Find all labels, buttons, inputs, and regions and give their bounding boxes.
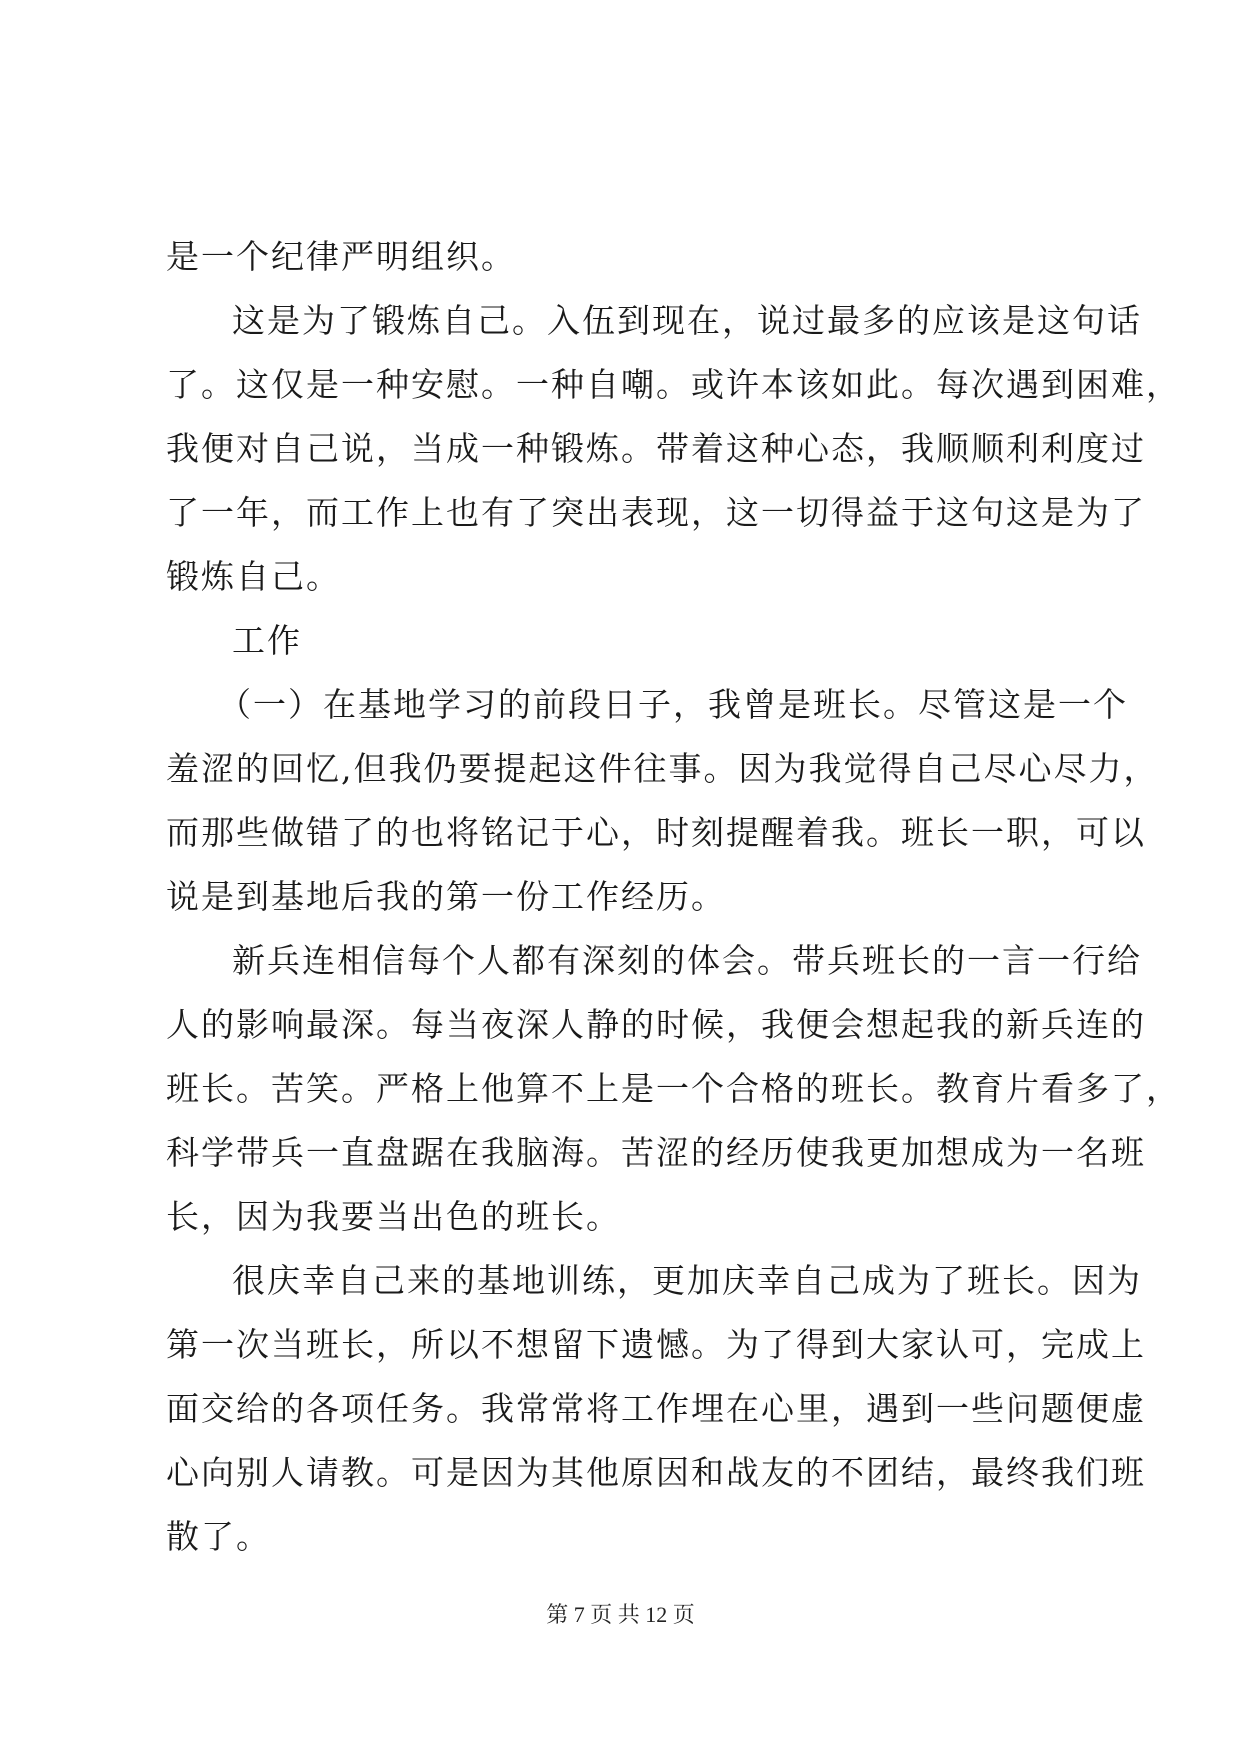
text-line: 我便对自己说，当成一种锻炼。带着这种心态，我顺顺利利度过 (166, 429, 1146, 468)
text-line: 心向别人请教。可是因为其他原因和战友的不团结，最终我们班 (166, 1453, 1146, 1492)
text-line: 班长。苦笑。严格上他算不上是一个合格的班长。教育片看多了， (166, 1069, 1181, 1108)
text-line: 而那些做错了的也将铭记于心，时刻提醒着我。班长一职，可以 (166, 813, 1146, 852)
text-line: 长，因为我要当出色的班长。 (166, 1197, 621, 1236)
text-line: 是一个纪律严明组织。 (166, 237, 516, 276)
text-line: 第一次当班长，所以不想留下遗憾。为了得到大家认可，完成上 (166, 1325, 1146, 1364)
document-body (166, 225, 1181, 1569)
text-line: 散了。 (166, 1517, 271, 1556)
text-line: 人的影响最深。每当夜深人静的时候，我便会想起我的新兵连的 (166, 1005, 1146, 1044)
text-line: 科学带兵一直盘踞在我脑海。苦涩的经历使我更加想成为一名班 (166, 1133, 1146, 1172)
text-line: 了一年，而工作上也有了突出表现，这一切得益于这句这是为了 (166, 493, 1146, 532)
paragraph-start-line: 很庆幸自己来的基地训练，更加庆幸自己成为了班长。因为 (232, 1261, 1142, 1300)
text-line: 面交给的各项任务。我常常将工作埋在心里，遇到一些问题便虚 (166, 1389, 1146, 1428)
paragraph-start-line: 新兵连相信每个人都有深刻的体会。带兵班长的一言一行给 (232, 941, 1142, 980)
text-line: 羞涩的回忆,但我仍要提起这件往事。因为我觉得自己尽心尽力， (166, 749, 1159, 788)
text-line: 说是到基地后我的第一份工作经历。 (166, 877, 726, 916)
paragraph-start-line: （一）在基地学习的前段日子，我曾是班长。尽管这是一个 (218, 685, 1128, 724)
section-heading: 工作 (232, 621, 302, 660)
paragraph-start-line: 这是为了锻炼自己。入伍到现在，说过最多的应该是这句话 (232, 301, 1142, 340)
text-line: 了。这仅是一种安慰。一种自嘲。或许本该如此。每次遇到困难， (166, 365, 1181, 404)
page-number-footer: 第 7 页 共 12 页 (546, 1602, 695, 1627)
text-line: 锻炼自己。 (166, 557, 341, 596)
